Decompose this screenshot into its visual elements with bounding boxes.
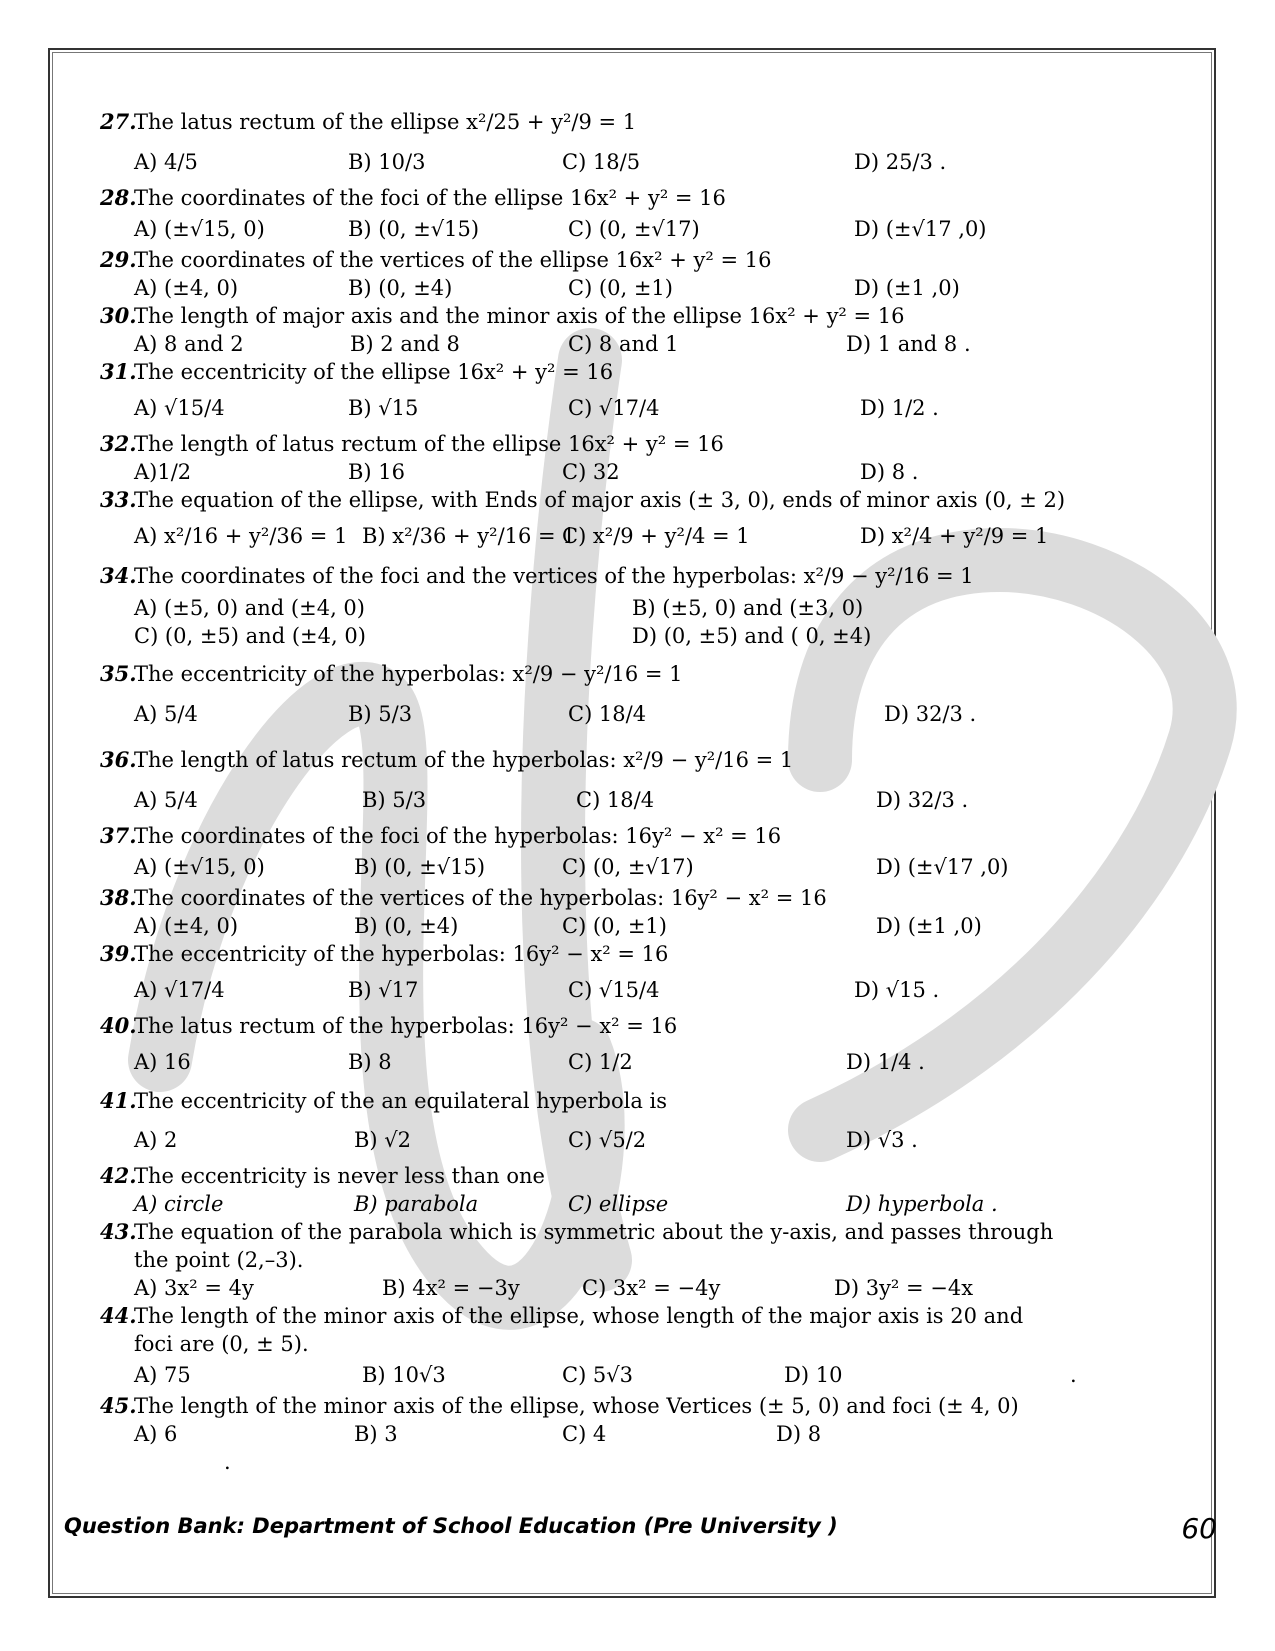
- answer-options: [100, 968, 1200, 1012]
- option-b[interactable]: B) √15: [348, 396, 419, 420]
- question-number: 32.: [100, 431, 137, 456]
- question-text: The coordinates of the vertices of the ellipse 16x² + y² = 16: [134, 248, 772, 272]
- question-text: The equation of the parabola which is symmetric about the y-axis, and passes through: [134, 1220, 1054, 1244]
- option-d[interactable]: D) (±1 ,0): [854, 276, 960, 300]
- question-text: The length of the minor axis of the ellipse, whose length of the major axis is 20 and: [134, 1304, 1024, 1328]
- option-c[interactable]: C) 1/2: [568, 1050, 633, 1074]
- option-b[interactable]: B) 5/3: [348, 702, 413, 726]
- option-d[interactable]: D) 3y² = −4x: [834, 1276, 974, 1300]
- option-d[interactable]: D) hyperbola .: [846, 1192, 998, 1216]
- option-b[interactable]: B) parabola: [354, 1192, 479, 1216]
- question-text: The coordinates of the foci of the hyperbolas: 16y² − x² = 16: [134, 824, 782, 848]
- answer-options: [100, 1040, 1200, 1084]
- answer-options: [100, 778, 1200, 822]
- option-a[interactable]: A) 2: [134, 1128, 178, 1152]
- question-number: 33.: [100, 487, 137, 512]
- option-b[interactable]: B) 8: [348, 1050, 392, 1074]
- option-c[interactable]: C) √17/4: [568, 396, 660, 420]
- option-b[interactable]: B) (±5, 0) and (±3, 0): [632, 596, 864, 620]
- option-d[interactable]: D) 10: [784, 1363, 843, 1387]
- option-a[interactable]: A) 6: [134, 1422, 178, 1446]
- question-text: The coordinates of the foci and the vertices of the hyperbolas: x²/9 − y²/16 = 1: [134, 564, 974, 588]
- answer-options: [100, 140, 1200, 184]
- question-text-continued: foci are (0, ± 5).: [134, 1332, 309, 1356]
- option-a[interactable]: A) (±4, 0): [134, 914, 239, 938]
- option-b[interactable]: B) 2 and 8: [350, 332, 460, 356]
- answer-options: [100, 458, 1200, 486]
- option-c[interactable]: C) 18/4: [576, 788, 655, 812]
- option-d[interactable]: D) 25/3 .: [854, 150, 947, 174]
- question-42: [100, 1162, 1200, 1218]
- option-c[interactable]: C) √15/4: [568, 978, 660, 1002]
- option-a[interactable]: A) circle: [134, 1192, 224, 1216]
- option-d[interactable]: D) 32/3 .: [876, 788, 969, 812]
- option-b[interactable]: B) (0, ±√15): [354, 855, 486, 879]
- option-a[interactable]: A) 5/4: [134, 788, 198, 812]
- option-d[interactable]: D) 8: [776, 1422, 822, 1446]
- option-d[interactable]: D) √15 .: [854, 978, 940, 1002]
- option-c[interactable]: C) 18/5: [562, 150, 641, 174]
- question-number: 45.: [100, 1393, 137, 1418]
- question-number: 28.: [100, 185, 137, 210]
- question-list: [100, 104, 1200, 1448]
- option-d[interactable]: D) √3 .: [846, 1128, 918, 1152]
- question-text: The length of latus rectum of the ellipse 16x² + y² = 16: [134, 432, 724, 456]
- option-b[interactable]: B) x²/36 + y²/16 = 1: [362, 524, 576, 548]
- option-a[interactable]: A) 8 and 2: [134, 332, 244, 356]
- option-a[interactable]: A) x²/16 + y²/36 = 1: [134, 524, 348, 548]
- option-c[interactable]: C) (0, ±√17): [568, 217, 700, 241]
- option-c[interactable]: C) √5/2: [568, 1128, 647, 1152]
- answer-options: [100, 1190, 1200, 1218]
- option-b[interactable]: B) (0, ±4): [354, 914, 459, 938]
- question-28: [100, 184, 1200, 246]
- question-number: 41.: [100, 1088, 137, 1113]
- question-number: 36.: [100, 747, 137, 772]
- option-c[interactable]: C) 4: [562, 1422, 607, 1446]
- answer-options: [100, 386, 1200, 430]
- answer-options: [100, 1420, 1200, 1448]
- option-b[interactable]: B) 10/3: [348, 150, 426, 174]
- answer-options: [100, 692, 1200, 736]
- option-d[interactable]: D) (±√17 ,0): [876, 855, 1009, 879]
- question-text: The length of latus rectum of the hyperbolas: x²/9 − y²/16 = 1: [134, 748, 794, 772]
- option-a[interactable]: A) 3x² = 4y: [134, 1276, 254, 1300]
- question-number: 40.: [100, 1013, 137, 1038]
- question-number: 27.: [100, 109, 137, 134]
- question-36: [100, 742, 1200, 822]
- option-c[interactable]: C) (0, ±1): [568, 276, 673, 300]
- answer-options: [100, 1358, 1200, 1392]
- option-c[interactable]: C) 18/4: [568, 702, 647, 726]
- question-number: 29.: [100, 247, 137, 272]
- option-b[interactable]: B) √2: [354, 1128, 412, 1152]
- option-b[interactable]: B) 5/3: [362, 788, 427, 812]
- question-30: [100, 302, 1200, 358]
- question-31: [100, 358, 1200, 430]
- option-c[interactable]: C) 5√3: [562, 1363, 634, 1387]
- option-b[interactable]: B) (0, ±√15): [348, 217, 480, 241]
- question-number: 34.: [100, 563, 137, 588]
- question-text: The eccentricity of the hyperbolas: 16y² − x² = 16: [134, 942, 669, 966]
- question-37: [100, 822, 1200, 884]
- question-number: 39.: [100, 941, 137, 966]
- question-text: The length of the minor axis of the ellipse, whose Vertices (± 5, 0) and foci (± 4, 0): [134, 1394, 1019, 1418]
- answer-options: [100, 622, 1200, 650]
- answer-options: [100, 514, 1200, 558]
- question-number: 37.: [100, 823, 137, 848]
- question-number: 42.: [100, 1163, 137, 1188]
- answer-options: [100, 1274, 1200, 1302]
- option-a[interactable]: A) √17/4: [134, 978, 225, 1002]
- option-c[interactable]: C) (0, ±5) and (±4, 0): [134, 624, 366, 648]
- option-c[interactable]: C) (0, ±√17): [562, 855, 694, 879]
- option-a[interactable]: A)1/2: [134, 460, 192, 484]
- option-b[interactable]: B) 3: [354, 1422, 398, 1446]
- question-text-continued: the point (2,–3).: [134, 1248, 304, 1272]
- question-text: The latus rectum of the hyperbolas: 16y² − x² = 16: [134, 1014, 678, 1038]
- option-d[interactable]: D) 1/4 .: [846, 1050, 925, 1074]
- option-b[interactable]: B) 16: [348, 460, 406, 484]
- option-a[interactable]: A) 5/4: [134, 702, 198, 726]
- option-b[interactable]: B) √17: [348, 978, 419, 1002]
- option-d[interactable]: D) 8 .: [860, 460, 919, 484]
- option-a[interactable]: A) (±5, 0) and (±4, 0): [134, 596, 365, 620]
- question-32: [100, 430, 1200, 486]
- answer-options: [100, 850, 1200, 884]
- option-d[interactable]: D) 1 and 8 .: [846, 332, 971, 356]
- question-text: The eccentricity of the hyperbolas: x²/9 − y²/16 = 1: [134, 662, 683, 686]
- question-number: 35.: [100, 661, 137, 686]
- option-c[interactable]: C) 8 and 1: [568, 332, 679, 356]
- stray-dot: .: [224, 1450, 231, 1474]
- option-a[interactable]: A) 16: [134, 1050, 191, 1074]
- question-44: [100, 1302, 1200, 1392]
- question-35: [100, 656, 1200, 736]
- question-39: [100, 940, 1200, 1012]
- question-45: [100, 1392, 1200, 1448]
- question-text: The coordinates of the vertices of the hyperbolas: 16y² − x² = 16: [134, 886, 827, 910]
- question-27: [100, 104, 1200, 184]
- option-c[interactable]: C) 3x² = −4y: [582, 1276, 721, 1300]
- option-d[interactable]: D) 32/3 .: [884, 702, 977, 726]
- option-a[interactable]: A) (±4, 0): [134, 276, 239, 300]
- option-c[interactable]: C) 32: [562, 460, 620, 484]
- answer-options: [100, 912, 1200, 940]
- question-33: [100, 486, 1200, 558]
- option-a[interactable]: A) √15/4: [134, 396, 225, 420]
- option-d[interactable]: D) 1/2 .: [860, 396, 939, 420]
- trailing-period: .: [1070, 1363, 1077, 1387]
- question-number: 44.: [100, 1303, 137, 1328]
- option-a[interactable]: A) (±√15, 0): [134, 855, 265, 879]
- answer-options: [100, 274, 1200, 302]
- page-number: 60: [1181, 1512, 1217, 1545]
- question-43: [100, 1218, 1200, 1302]
- question-40: [100, 1012, 1200, 1084]
- question-41: [100, 1084, 1200, 1162]
- question-38: [100, 884, 1200, 940]
- option-a[interactable]: A) (±√15, 0): [134, 217, 265, 241]
- option-c[interactable]: C) x²/9 + y²/4 = 1: [562, 524, 750, 548]
- question-text: The eccentricity is never less than one: [134, 1164, 545, 1188]
- footer-text: Question Bank: Department of School Education (Pre University ): [64, 1514, 838, 1538]
- question-number: 43.: [100, 1219, 137, 1244]
- answer-options: [100, 330, 1200, 358]
- question-text: The coordinates of the foci of the ellipse 16x² + y² = 16: [134, 186, 726, 210]
- option-d[interactable]: D) (0, ±5) and ( 0, ±4): [632, 624, 872, 648]
- option-d[interactable]: D) x²/4 + y²/9 = 1: [860, 524, 1049, 548]
- question-text: The eccentricity of the an equilateral hyperbola is: [134, 1089, 668, 1113]
- option-b[interactable]: B) (0, ±4): [348, 276, 453, 300]
- question-29: [100, 246, 1200, 302]
- option-c[interactable]: C) (0, ±1): [562, 914, 667, 938]
- question-number: 38.: [100, 885, 137, 910]
- option-a[interactable]: A) 75: [134, 1363, 191, 1387]
- answer-options: [100, 212, 1200, 246]
- option-c[interactable]: C) ellipse: [568, 1192, 669, 1216]
- option-b[interactable]: B) 10√3: [362, 1363, 446, 1387]
- option-d[interactable]: D) (±1 ,0): [876, 914, 982, 938]
- question-text: The latus rectum of the ellipse x²/25 + y²/9 = 1: [134, 110, 637, 134]
- answer-options: [100, 594, 1200, 622]
- question-34: [100, 558, 1200, 650]
- question-number: 31.: [100, 359, 137, 384]
- option-a[interactable]: A) 4/5: [134, 150, 198, 174]
- answer-options: [100, 1118, 1200, 1162]
- question-text: The equation of the ellipse, with Ends of major axis (± 3, 0), ends of minor axis (0, ± 2): [134, 488, 1066, 512]
- option-d[interactable]: D) (±√17 ,0): [854, 217, 987, 241]
- question-text: The eccentricity of the ellipse 16x² + y² = 16: [134, 360, 614, 384]
- question-number: 30.: [100, 303, 137, 328]
- question-text: The length of major axis and the minor axis of the ellipse 16x² + y² = 16: [134, 304, 905, 328]
- option-b[interactable]: B) 4x² = −3y: [382, 1276, 520, 1300]
